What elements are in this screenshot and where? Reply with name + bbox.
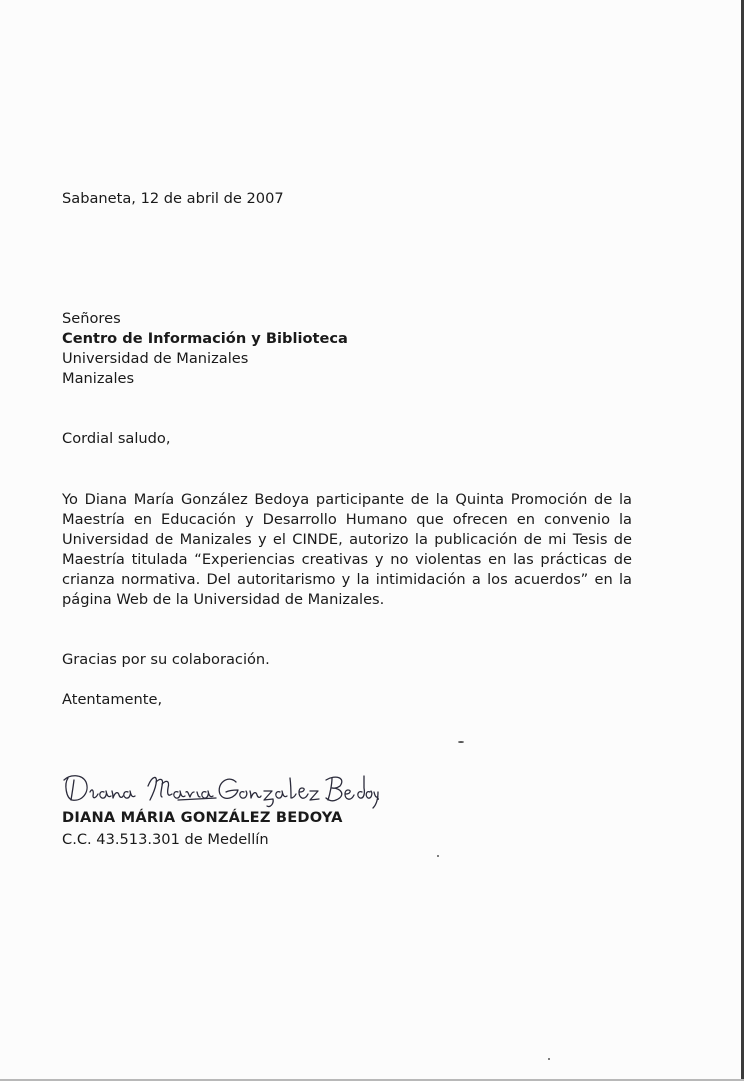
handwritten-signature xyxy=(60,764,380,812)
signer-name: DIANA MÁRIA GONZÁLEZ BEDOYA xyxy=(62,809,343,826)
scan-speck xyxy=(548,1058,550,1060)
recipient-title: Señores xyxy=(62,310,121,327)
recipient-block xyxy=(62,309,348,389)
body-line: página Web de la Universidad de Manizales. xyxy=(62,591,385,608)
body-paragraph xyxy=(62,490,632,610)
greeting: Cordial saludo, xyxy=(62,430,171,447)
recipient-university: Universidad de Manizales xyxy=(62,350,249,367)
body-line: Maestría titulada “Experiencias creativas y no violentas en las prácticas de xyxy=(62,551,632,568)
body-line: crianza normativa. Del autoritarismo y la intimidación a los acuerdos” en la xyxy=(62,571,632,588)
thanks-line: Gracias por su colaboración. xyxy=(62,651,270,668)
closing-line: Atentamente, xyxy=(62,691,163,708)
date-line: Sabaneta, 12 de abril de 2007 xyxy=(62,190,284,207)
body-line: Maestría en Educación y Desarrollo Humano que ofrecen en convenio la xyxy=(62,511,632,528)
recipient-organization: Centro de Información y Biblioteca xyxy=(62,330,348,347)
signer-id: C.C. 43.513.301 de Medellín xyxy=(62,831,269,848)
recipient-city: Manizales xyxy=(62,370,135,387)
scan-speck xyxy=(437,855,439,857)
scan-speck xyxy=(458,741,464,743)
body-line: Universidad de Manizales y el CINDE, autorizo la publicación de mi Tesis de xyxy=(62,531,632,548)
body-line: Yo Diana María González Bedoya participante de la Quinta Promoción de la xyxy=(62,491,632,508)
